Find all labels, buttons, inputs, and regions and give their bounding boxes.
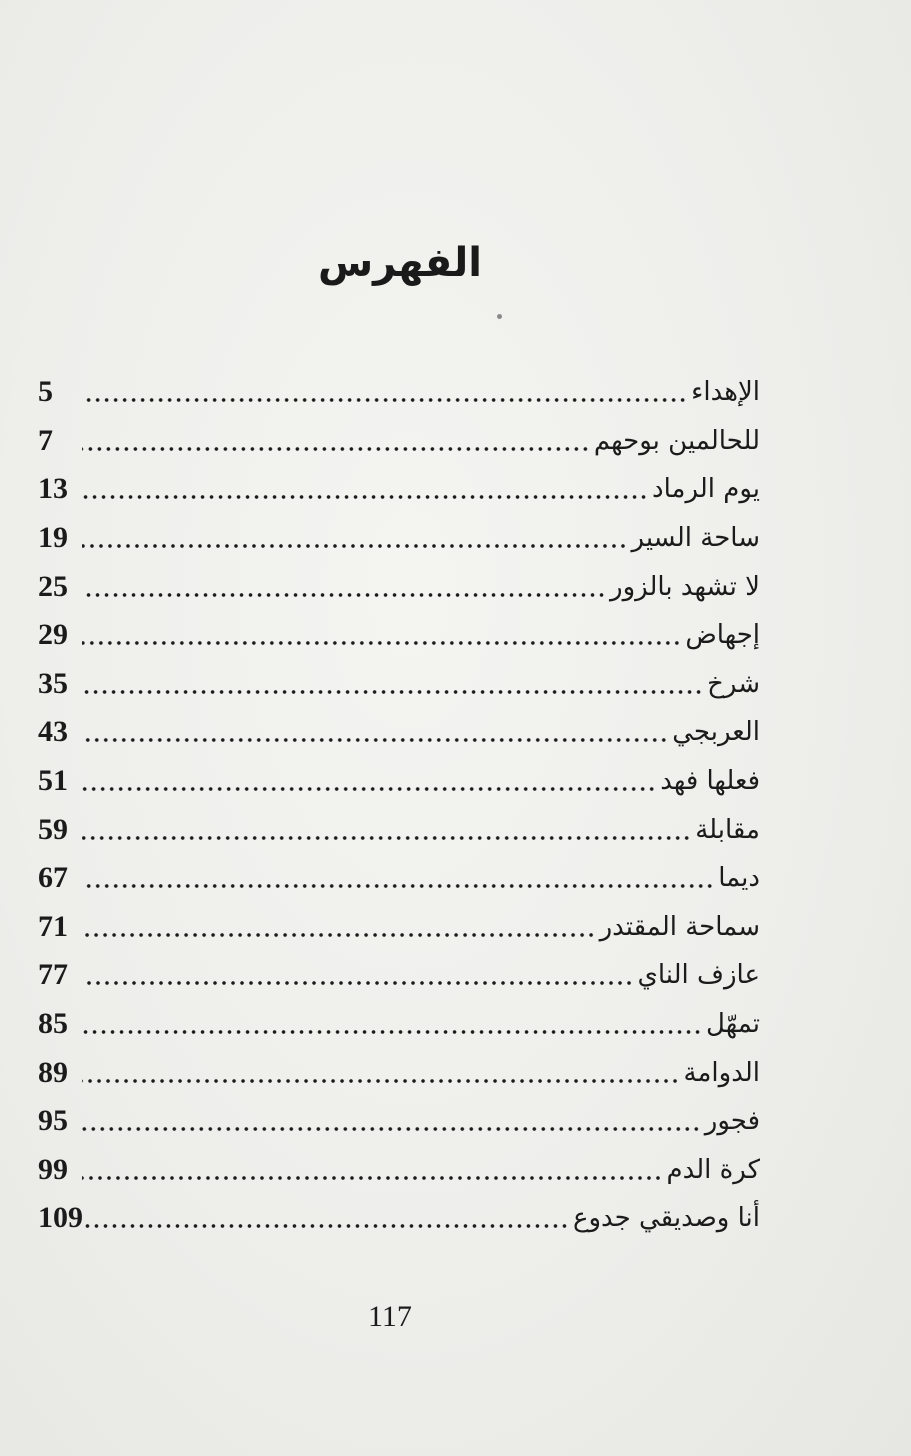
toc-entry (38, 1097, 760, 1146)
dot-leader (85, 1222, 569, 1230)
toc-page-number: 109 (38, 1201, 83, 1235)
dot-leader (82, 785, 656, 793)
dot-leader (82, 688, 703, 696)
ink-speck (497, 314, 502, 319)
toc-entry (38, 903, 760, 952)
toc-page-number: 13 (38, 472, 68, 506)
dot-leader (82, 542, 627, 550)
toc-entry-title: لا تشهد بالزور (610, 571, 760, 602)
toc-page-number: 25 (38, 569, 68, 603)
dot-leader (82, 1174, 662, 1182)
toc-page-number: 5 (38, 375, 53, 409)
toc-entry (38, 708, 760, 757)
toc-page-number: 99 (38, 1152, 68, 1186)
toc-entry-title: فعلها فهد (660, 766, 760, 797)
page-title: الفهرس (317, 240, 482, 286)
toc-entry-title: العربجي (672, 717, 760, 748)
toc-entry-title: مقابلة (695, 814, 760, 845)
toc-page-number: 71 (38, 909, 68, 943)
toc-entry-title: سماحة المقتدر (599, 911, 760, 942)
toc-page-number: 35 (38, 666, 68, 700)
dot-leader (82, 1077, 680, 1085)
dot-leader (82, 493, 648, 501)
toc-page-number: 59 (38, 812, 68, 846)
dot-leader (82, 882, 714, 890)
dot-leader (82, 979, 634, 987)
toc-entry (38, 368, 760, 417)
toc-entry-title: ساحة السير (631, 523, 760, 554)
toc-entry-title: شرخ (707, 668, 760, 699)
toc-entry-title: أنا وصديقي جدوع (572, 1203, 760, 1234)
toc-entry (38, 417, 760, 466)
toc-page-number: 85 (38, 1007, 68, 1041)
table-of-contents (38, 368, 760, 1243)
toc-page-number: 51 (38, 764, 68, 798)
toc-entry (38, 1000, 760, 1049)
dot-leader (82, 931, 596, 939)
toc-entry (38, 660, 760, 709)
toc-entry-title: تمهّل (706, 1009, 760, 1040)
toc-entry (38, 611, 760, 660)
toc-page-number: 29 (38, 618, 68, 652)
toc-entry (38, 757, 760, 806)
dot-leader (82, 736, 668, 744)
toc-page-number: 89 (38, 1055, 68, 1089)
toc-page-number: 95 (38, 1104, 68, 1138)
toc-entry-title: الإهداء (691, 377, 760, 408)
page-number: 117 (368, 1300, 412, 1333)
toc-entry-title: إجهاض (685, 620, 760, 651)
toc-entry (38, 951, 760, 1000)
toc-entry-title: عازف الناي (637, 960, 760, 991)
dot-leader (82, 1028, 702, 1036)
toc-entry-title: يوم الرماد (652, 474, 760, 505)
toc-entry-title: للحالمين بوحهم (593, 425, 760, 456)
toc-entry-title: ديما (718, 863, 760, 894)
toc-entry (38, 1048, 760, 1097)
toc-entry (38, 805, 760, 854)
toc-page-number: 19 (38, 521, 68, 555)
dot-leader (82, 1125, 701, 1133)
toc-entry-title: كرة الدم (666, 1154, 760, 1185)
toc-entry (38, 1146, 760, 1195)
dot-leader (82, 591, 606, 599)
toc-entry (38, 562, 760, 611)
toc-entry-title: الدوامة (683, 1057, 760, 1088)
toc-entry-title: فجور (704, 1106, 760, 1137)
toc-entry (38, 465, 760, 514)
toc-entry (38, 1194, 760, 1243)
dot-leader (82, 834, 691, 842)
toc-page-number: 7 (38, 423, 53, 457)
dot-leader (82, 639, 681, 647)
dot-leader (82, 396, 687, 404)
toc-page-number: 43 (38, 715, 68, 749)
toc-page-number: 67 (38, 861, 68, 895)
toc-entry (38, 514, 760, 563)
toc-entry (38, 854, 760, 903)
dot-leader (82, 445, 590, 453)
toc-page-number: 77 (38, 958, 68, 992)
